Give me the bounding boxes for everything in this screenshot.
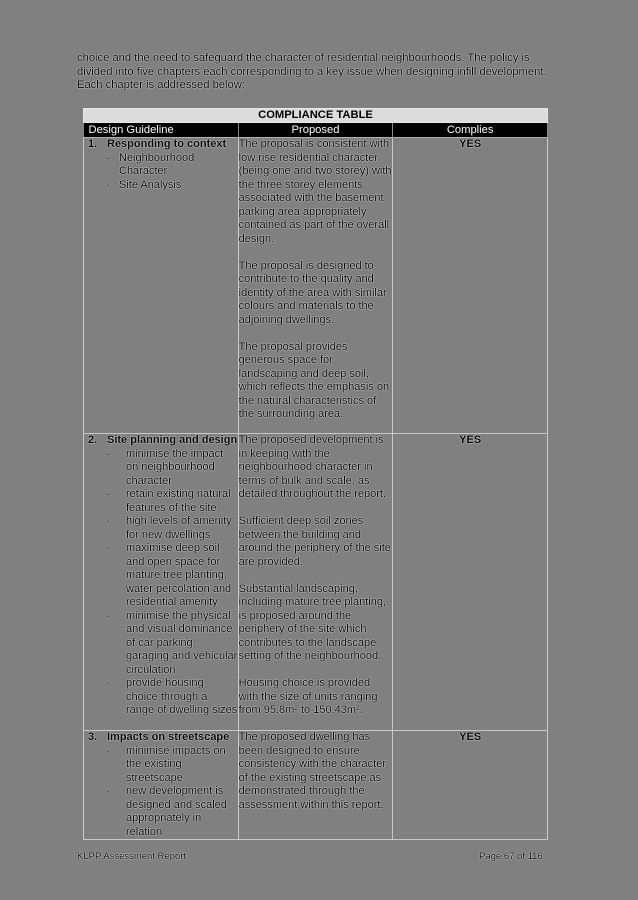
proposed-paragraph: Substantial landscaping, including mature tree planting, is proposed around the periphery of the site which contributes to the landscape setting of the neighbourhood.	[238, 582, 387, 662]
list-item: - new development is designed and scaled appropriately in relation	[106, 785, 227, 838]
list-item: - minimise the impact on neighbourhood character	[106, 447, 224, 487]
list-item: - high levels of amenity for new dwellings	[106, 515, 232, 541]
proposed-cell	[238, 138, 393, 434]
proposed-paragraph: The proposal is consistent with low rise residential character (being one and two storey) with the three storey elements associated with the basement parking area appropriately contained as part of the overall design.	[238, 138, 392, 245]
compliance-table	[83, 108, 548, 840]
proposed-paragraph: The proposed dwelling has been designed to ensure consistency with the character of the existing streetscape as demonstrated through the assessment within this report.	[238, 731, 387, 811]
guideline-title: Responding to context	[107, 138, 227, 150]
proposed-cell	[238, 434, 393, 731]
table-row	[84, 138, 548, 434]
table-row	[84, 434, 548, 731]
guideline-items	[84, 745, 238, 840]
table-title-row	[84, 109, 548, 123]
list-item: - minimise the physical and visual dominance of car parking, garaging and vehicular circulation	[106, 609, 238, 676]
complies-cell: YES	[393, 138, 548, 434]
list-item: - Site Analysis	[106, 178, 182, 191]
guideline-items	[84, 152, 238, 193]
list-item: - minimise impacts on the existing streetscape	[106, 744, 226, 784]
header-proposed: Proposed	[238, 123, 393, 138]
guideline-cell	[84, 731, 239, 840]
list-item: - provide housing choice through a range of dwelling sizes	[106, 677, 238, 716]
proposed-paragraph: The proposed development is in keeping with the neighbourhood character in terms of bulk and scale, as detailed throughout the report.	[238, 434, 387, 500]
guideline-number: 3.	[88, 731, 98, 743]
table-header-row	[84, 123, 548, 138]
proposed-paragraph: The proposal provides generous space for landscaping and deep soil, which reflects the emphasis on the natural characteristics of the surrounding area.	[238, 340, 390, 420]
guideline-cell	[84, 138, 239, 434]
guideline-number: 2.	[88, 434, 98, 446]
table-title: COMPLIANCE TABLE	[84, 109, 548, 123]
header-complies: Complies	[393, 123, 548, 138]
guideline-heading	[84, 138, 238, 152]
list-item: - maximise deep soil and open space for mature tree planting, water percolation and residential amenity	[106, 542, 232, 608]
intro-paragraph: choice and the need to safeguard the character of residential neighbourhoods. The policy is divided into five chapters each corresponding to a key issue when designing infill development. Each chapter is addressed below:	[77, 52, 547, 92]
proposed-paragraph: The proposal is designed to contribute to the quality and identity of the area with similar colours and materials to the adjoining dwellings.	[238, 259, 387, 326]
footer-page-number: Page 67 of 116	[479, 851, 543, 862]
guideline-heading	[84, 731, 238, 745]
guideline-title: Impacts on streetscape	[107, 731, 230, 743]
guideline-cell	[84, 434, 239, 731]
proposed-paragraph: Sufficient deep soil zones between the building and around the periphery of the site are provided.	[238, 515, 391, 568]
list-item: - Neighbourhood Character	[106, 151, 195, 177]
complies-cell: YES	[393, 731, 548, 840]
proposed-cell	[238, 731, 393, 840]
proposed-paragraph: Housing choice is provided with the size of units ranging from 95.8m² to 150.43m².	[238, 677, 378, 716]
table-row	[84, 731, 548, 840]
header-design-guideline: Design Guideline	[84, 123, 239, 138]
guideline-title: Site planning and design	[107, 434, 238, 446]
list-item: - retain existing natural features of the site	[106, 488, 231, 514]
guideline-items	[84, 448, 238, 718]
guideline-heading	[84, 434, 238, 448]
footer-report-title: KLPP Assessment Report	[77, 851, 187, 862]
complies-cell: YES	[393, 434, 548, 731]
guideline-number: 1.	[88, 138, 98, 150]
